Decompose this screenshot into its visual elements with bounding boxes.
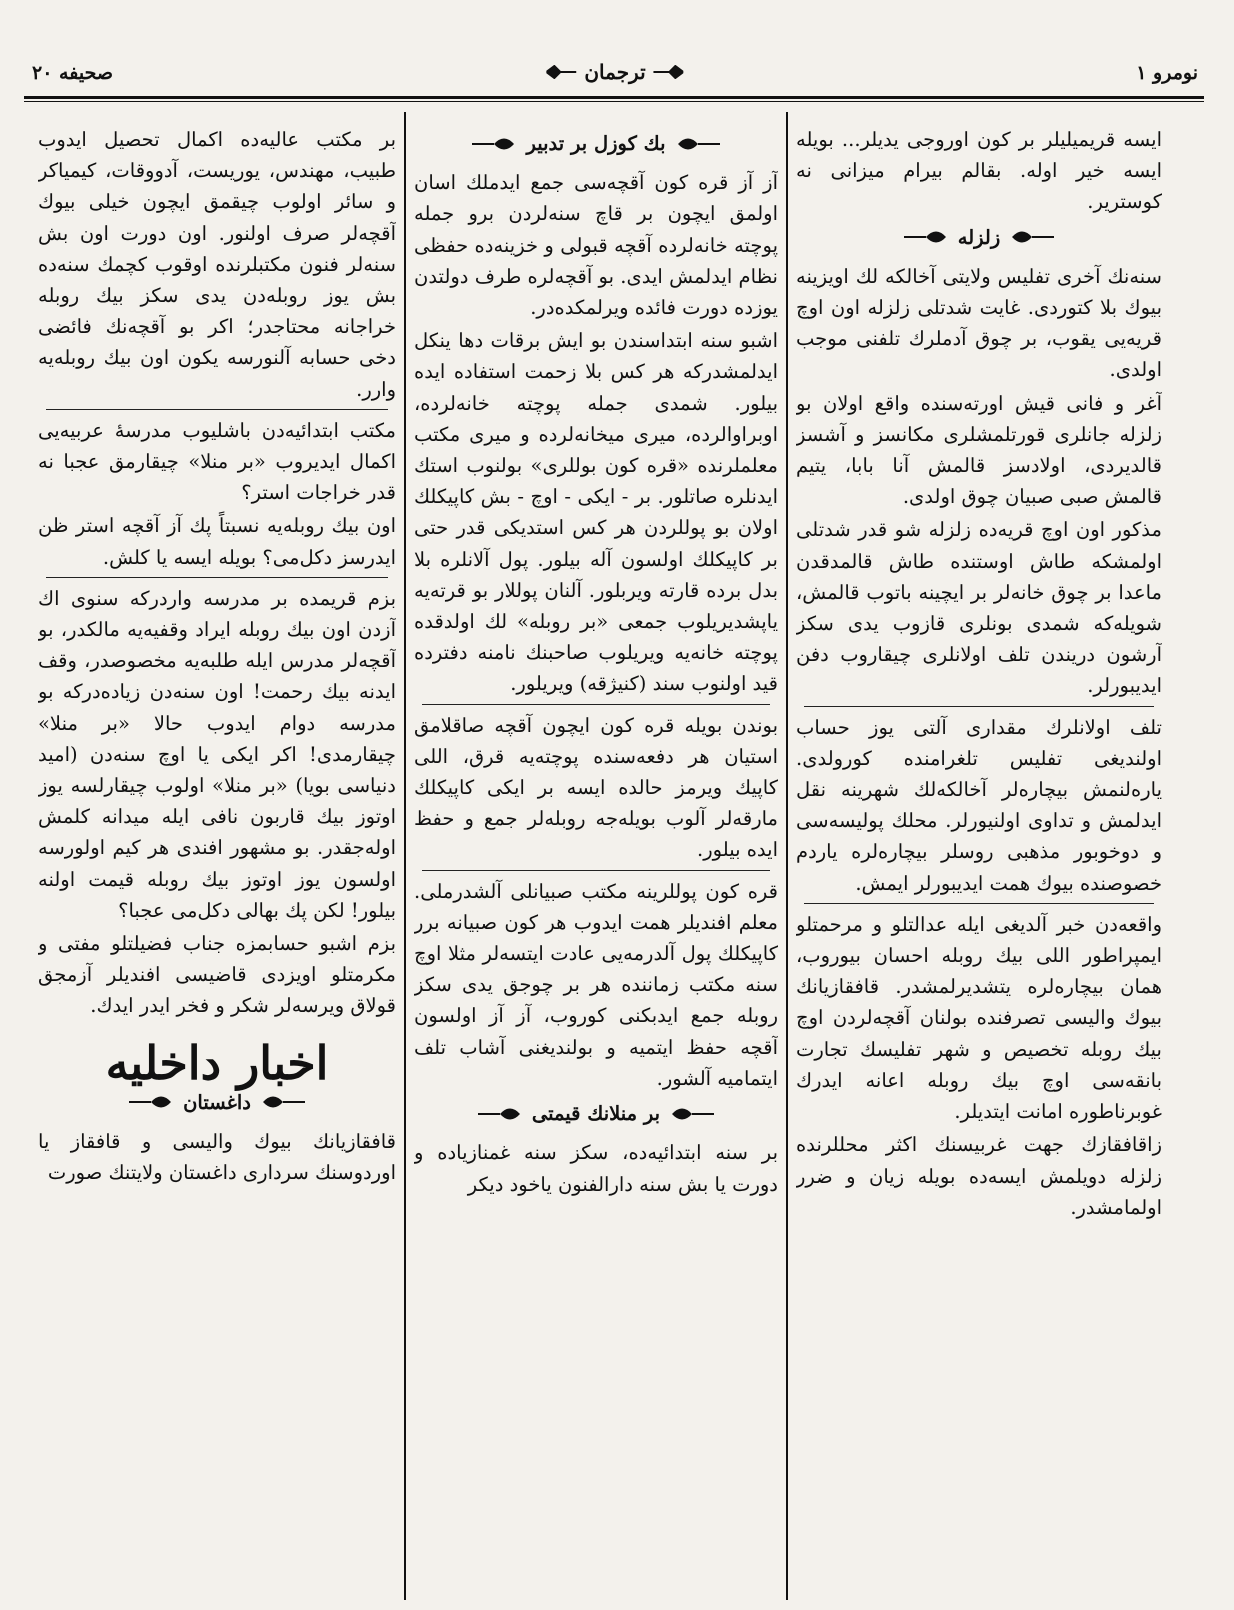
divider — [422, 704, 770, 706]
ornament-icon — [546, 65, 576, 79]
divider — [46, 409, 388, 411]
article-paragraph: واقعه‌دن خبر آلدیغی ایله عدالتلو و مرحمتلو ایمپراطور اللی بیك روبله احسان بیوروب، همان بیچاره‌لره یتشدیرلمشدر. قافقازیانك بیوك والیسی تصرفنده بولنان آقچه‌لردن اوچ بیك روبله تخصیص و شهر تفلیسك تجارت بانقه‌سی اوچ بیك روبله اعانه ایدرك غوبرناطوره امانت ایتدیلر. — [796, 912, 1162, 1124]
section-heading — [414, 128, 778, 159]
ornament-icon — [127, 1091, 173, 1113]
section-heading — [38, 1087, 396, 1118]
divider — [422, 870, 770, 872]
article-paragraph: اون بیك روبله‌یه نسبتاً پك آز آقچه استر ظن ایدرسز دکل‌می؟ بویله ایسه یا کلش. — [38, 514, 396, 569]
newspaper-title: ترجمان — [584, 60, 646, 84]
page-number-label: صحیفه ۲۰ — [32, 62, 113, 84]
article-paragraph: بوندن بویله قره کون ایچون آقچه صاقلامق استیان هر دفعه‌سنده پوچته‌یه قرق، اللی کاپیك ویرمز حالده ایسه بر ایکی کاپیکلك مارقه‌لر آلوب بویله‌جه روبله‌لر جمع و حفظ ایده بیلور. — [414, 713, 778, 862]
column-left — [38, 124, 396, 1600]
section-title: داغستان — [183, 1090, 251, 1114]
article-paragraph: تلف اولانلرك مقداری آلتی یوز حساب اولندیغی تفلیس تلغرامنده کورولدی. یاره‌لنمش بیچاره‌لر آخالکه‌لك شهرینه نقل ایدلمش و تداوی اولنیورلر. محلك پولیسه‌سی و دوخوبور مذهبی روسلر بیچاره‌لره یاردم خصوصنده بیوك همت ایدیبورلر ایمش. — [796, 715, 1162, 895]
article-paragraph: قره کون پوللرینه مکتب صبیانلی آلشدرملی. معلم افندیلر همت ایدوب هر کون صبیانه برر کاپیکلك پول آلدرمه‌یی عادت ایتسه‌لر مثلا اوچ سنه مکتب زماننده هر بر چوجق یدی سکز روبله جمع ایدبکنی کوروب، آز آز اولسون آقچه حفظ ایتمیه و بولندیغنی آشاب تلف ایتمامیه آلشور. — [414, 879, 778, 1090]
column-divider — [404, 112, 406, 1600]
article-paragraph: مکتب ابتدائیه‌دن باشلیوب مدرسهٔ عربیه‌یی اکمال ایدیروب «بر منلا» چیقارمق عجبا نه قدر خراجات استر؟ — [38, 418, 396, 505]
article-paragraph: سنه‌نك آخری تفلیس ولایتی آخالکه لك اویزینه بیوك بلا کتوردی. غایت شدتلی زلزله اون اوچ قریه‌یی یقوب، بر چوق آدملرك تلفنی موجب اولدی. — [796, 264, 1162, 382]
ornament-icon — [261, 1091, 307, 1113]
article-paragraph: قافقازیانك بیوك والیسی و قافقاز یا اوردوسنك سرداری داغستان ولایتنك صورت — [38, 1130, 396, 1185]
header-rule-thin — [24, 101, 1204, 102]
ornament-icon — [470, 133, 516, 155]
ornament-icon — [1010, 226, 1056, 248]
masthead — [546, 60, 683, 84]
intro-paragraph: ایسه قریمیلیلر بر کون اوروجی یدیلر... بویله ایسه خیر اوله. بقالم بیرام میزانی نه کوستریر. — [796, 128, 1162, 214]
article-paragraph: بزم اشبو حسابمزه جناب فضیلتلو مفتی و مکرمتلو اویزدی قاضیسی افندیلر آزمجق قولاق ویرسه‌لر شکر و فخر ایدر ایدك. — [38, 932, 396, 1018]
section-title: زلزله — [957, 225, 1001, 249]
column-middle — [414, 124, 778, 1600]
article-paragraph: بر سنه ابتدائیه‌ده، سکز سنه غمنازیاده و دورت یا بش سنه دارالفنون یاخود دیکر — [414, 1141, 778, 1196]
section-heading — [796, 222, 1162, 253]
divider — [804, 706, 1154, 708]
divider — [46, 577, 388, 579]
ornament-icon — [654, 65, 684, 79]
article-paragraph: زاقافقازك جهت غربیسنك اکثر محللرنده زلزله دویلمش ایسه‌ده بویله زیان و ضرر اولمامشدر. — [796, 1133, 1162, 1219]
ornament-icon — [476, 1103, 522, 1125]
column-right — [796, 124, 1162, 1600]
ornament-icon — [670, 1103, 716, 1125]
section-title: بر منلانك قیمتی — [531, 1102, 661, 1126]
article-paragraph: بزم قریمده بر مدرسه واردرکه سنوی اك آزدن اون بیك روبله ایراد وقفیه‌یه مالکدر، بو آقچه‌لر مدرس ایله طلبه‌یه مخصوصدر، وقف ایدنه بیك رحمت! اون سنه‌دن زیاده‌درکه بو مدرسه دوام ایدوب حالا «بر منلا» چیقارمدی! اکر ایکی یا اوچ سنه‌دن (امید دنیاسی بویا) «بر منلا» اولوب چیقارلسه یوز اوتوز بیك قاربون نافی ایله میدانه کلمش اوله‌جقدر. بو مشهور افندی هر کیم اولورسه اولسون یوز اوتوز بیك روبله قیمت اولنه بیلور! لکن پك بهالی دکل‌می عجبا؟ — [38, 586, 396, 922]
article-paragraph: مذکور اون اوچ قریه‌ده زلزله شو قدر شدتلی اولمشکه طاش اوستنده طاش قالمدقدن ماعدا بر چوق خانه‌لر بر ایچینه باتوب قالمش، شویله‌که شمدی بونلری قازوب یدی سکز آرشون دریندن تلف اولانلری چیقاروب دفن ایدیبورلر. — [796, 518, 1162, 698]
section-heading — [414, 1098, 778, 1129]
article-paragraph: اشبو سنه ابتداسندن بو ایش برقات دها ینکل ایدلمشدرکه هر کس بلا زحمت استفاده ایده بیلور. شمدی جمله پوچته خانه‌لرده، اوبراوالرده، میری میخانه‌لرده و میری مکتب معلملرنده «قره کون بوللری» بولنوب استك ایدنلره صاتلور. بر - ایکی - اوچ - بش کاپیکلك اولان بو پوللردن هر کس استدیکی قدر حتی بر کاپیکلك اولسون آله بیلور. پول آلانلره بلا بدل برده قارته ویربلور. آلنان پوللار بو قرته‌یه یاپشدیریلوب جمعی «بر روبله» لك اولدقده پوچته خانه‌یه ویریلوب صاحبنك نامنه دفترده قید اولنوب سند (کنیژقه) ویریلور. — [414, 329, 778, 696]
ornament-icon — [902, 226, 948, 248]
ornament-icon — [676, 133, 722, 155]
divider — [804, 903, 1154, 905]
column-divider — [786, 112, 788, 1600]
header-rule — [24, 96, 1204, 99]
issue-number-label: نومرو ۱ — [1136, 62, 1198, 84]
article-paragraph: آغر و فانی قیش اورته‌سنده واقع اولان بو زلزله جانلری قورتلمشلری مکانسز و آشسز قالدیردی، اولادسز قالمش آنا بابا، یتیم قالمش صبی صبیان چوق اولدی. — [796, 391, 1162, 509]
section-banner-title: اخبار داخلیه — [105, 1035, 329, 1090]
article-paragraph: آز آز قره کون آقچه‌سی جمع ایدملك اسان اولمق ایچون بر قاچ سنه‌لردن برو جمله پوچته خانه‌لرده آقچه قبولی و خزینه‌ده حفظی نظام ایدلمش ایدی. بو آقچه‌لره طرف دولتدن یوزده دورت فائده ویرلمکده‌در. — [414, 171, 778, 320]
section-title: بك کوزل بر تدبیر — [526, 132, 666, 155]
page-header — [26, 62, 1204, 92]
article-paragraph: بر مکتب عالیه‌ده اکمال تحصیل ایدوب طبیب، مهندس، یوریست، آدووقات، کیمیاکر و سائر اولوب چیقمق ایچون خیلی بیوك آقچه‌لر صرف اولنور. اون دورت اون بش سنه‌لر فنون مکتبلرنده اوقوب کچمك سنه‌ده بش یوز روبله‌دن یدی سکز بیك روبله خراجانه محتاجدر؛ اکر بو آقچه‌نك فائضی دخی حسابه آلنورسه یکون اون بیك روبله‌یه وارر. — [38, 128, 396, 401]
